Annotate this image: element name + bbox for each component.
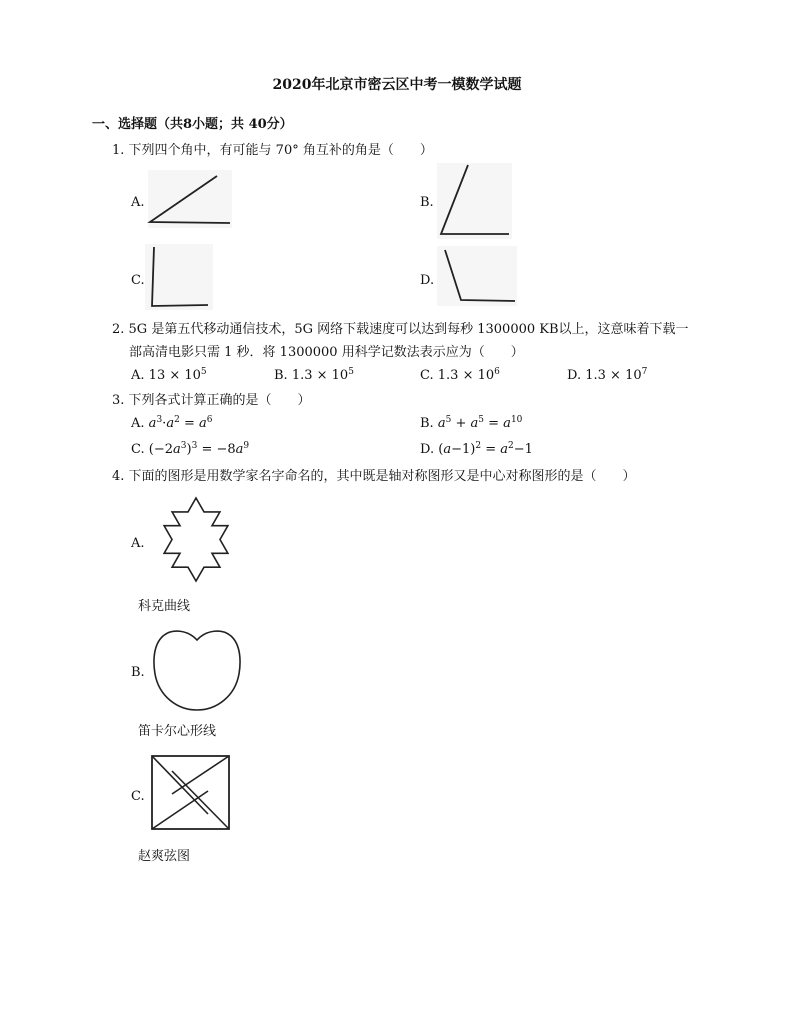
q4-option-a-label: A. bbox=[131, 536, 145, 551]
q2-option-a-mantissa: 13 × 10 bbox=[148, 368, 201, 383]
q2-option-a-label: A. bbox=[131, 368, 145, 383]
q2-option-b-label: B. bbox=[274, 368, 288, 383]
q4-caption-koch: 科克曲线 bbox=[138, 599, 191, 614]
q4-caption-zhao-shuang: 赵爽弦图 bbox=[138, 849, 191, 864]
q2-option-d bbox=[567, 367, 647, 385]
question-1-stem: 1. 下列四个角中，有可能与 70° 角互补的角是（ ） bbox=[112, 143, 433, 158]
q3-option-d-label: D. bbox=[420, 442, 435, 457]
q1-option-b-label: B. bbox=[420, 195, 434, 210]
q3-option-a-label: A. bbox=[131, 416, 145, 431]
question-3-stem: 3. 下列各式计算正确的是（ ） bbox=[112, 393, 311, 408]
q1-option-a-label: A. bbox=[131, 195, 145, 210]
q1-angle-b-figure bbox=[437, 163, 512, 239]
q2-option-c-mantissa: 1.3 × 10 bbox=[437, 368, 495, 383]
q3-option-b-label: B. bbox=[420, 416, 434, 431]
q3-option-d: D. $(a-1)^2 = a^2-1$ bbox=[420, 441, 533, 457]
q2-option-d-label: D. bbox=[567, 368, 582, 383]
q2-option-c-exp: 6 bbox=[494, 367, 500, 377]
page-title: 2020年北京市密云区中考一模数学试题 bbox=[272, 77, 522, 93]
q1-angle-d-figure bbox=[437, 246, 517, 306]
q2-option-b bbox=[274, 367, 354, 385]
section-heading: 一、选择题（共8小题；共 40分） bbox=[92, 117, 293, 132]
q2-option-b-mantissa: 1.3 × 10 bbox=[291, 368, 349, 383]
q2-option-c-label: C. bbox=[420, 368, 434, 383]
question-2-line-1: 2. 5G 是第五代移动通信技术，5G 网络下载速度可以达到每秒 1300000 KB以上，这意味着下载一 bbox=[112, 322, 689, 337]
q2-option-d-mantissa: 1.3 × 10 bbox=[585, 368, 642, 383]
q4-option-c-label: C. bbox=[131, 789, 145, 804]
q3-option-c-label: C. bbox=[131, 442, 145, 457]
q2-option-a bbox=[131, 367, 207, 385]
zhao-shuang-diagram-figure bbox=[150, 754, 232, 832]
q1-angle-a-figure bbox=[148, 170, 232, 228]
question-4-stem: 4. 下面的图形是用数学家名字命名的，其中既是轴对称图形又是中心对称图形的是（ ） bbox=[112, 469, 636, 484]
q4-option-b-label: B. bbox=[131, 665, 145, 680]
cardioid-figure bbox=[150, 626, 244, 714]
q1-option-d-label: D. bbox=[420, 273, 435, 288]
question-2-line-2: 部高清电影只需 1 秒．将 1300000 用科学记数法表示应为（ ） bbox=[129, 345, 524, 360]
koch-snowflake-figure bbox=[150, 494, 242, 586]
q3-option-c: C. $(-2a^3)^3 = -8a^9$ bbox=[131, 441, 250, 457]
q2-option-c bbox=[420, 367, 500, 385]
q3-option-a: A. $a^3\cdot a^2 = a^6$ bbox=[131, 415, 213, 431]
q2-option-a-exp: 5 bbox=[200, 367, 207, 377]
q4-caption-cardioid: 笛卡尔心形线 bbox=[138, 724, 217, 739]
q2-option-b-exp: 5 bbox=[348, 367, 354, 377]
q1-angle-c-figure bbox=[145, 244, 213, 310]
q2-option-d-exp: 7 bbox=[641, 367, 648, 377]
q3-option-b: B. $a^5 + a^5 = a^{10}$ bbox=[420, 415, 523, 431]
q1-option-c-label: C. bbox=[131, 273, 145, 288]
